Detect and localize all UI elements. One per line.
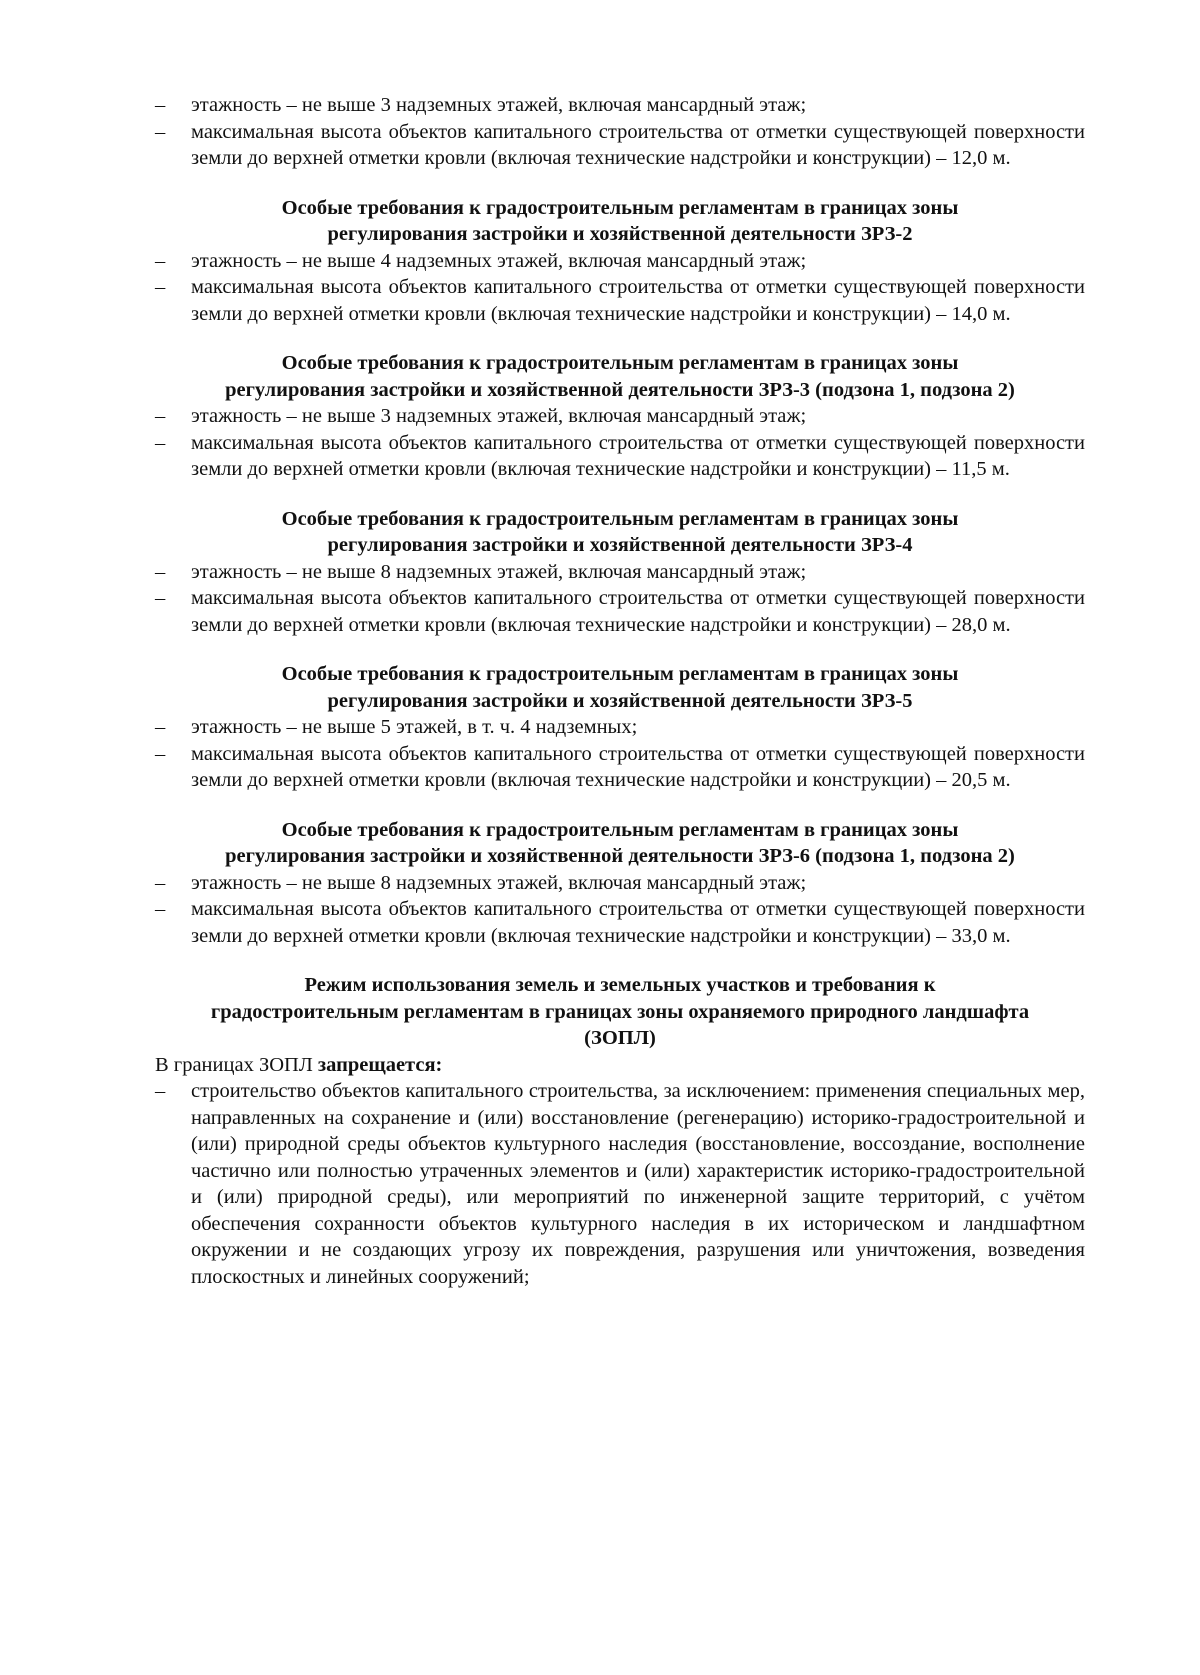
list-item: – этажность – не выше 4 надземных этажей, включая мансардный этаж; (155, 248, 1085, 275)
list-item: – строительство объектов капитального строительства, за исключением: применения специальных мер, направленных на сохранение и (или) восстановление (регенерацию) историко-градостроительной и (или) природной среды объектов культурного наследия (восстановление, воссоздание, восполнение частично или полностью утраченных элементов и (или) характеристик историко-градостроительной и (или) природной среды), или мероприятий по инженерной защите территорий, с учётом обеспечения сохранности объектов культурного наследия в их историческом и ландшафтном окружении и не создающих угрозу их повреждения, разрушения или уничтожения, возведения плоскостных и линейных сооружений; (155, 1080, 1085, 1288)
list-item: – этажность – не выше 3 надземных этажей, включая мансардный этаж; (155, 92, 1085, 119)
list-item: – максимальная высота объектов капитального строительства от отметки существующей поверхности земли до верхней отметки кровли (включая технические надстройки и конструкции) – 28,0 м. (155, 587, 1085, 636)
list-dash: – (155, 94, 166, 116)
list-item: – максимальная высота объектов капитального строительства от отметки существующей поверхности земли до верхней отметки кровли (включая технические надстройки и конструкции) – 20,5 м. (155, 742, 1085, 791)
list-dash: – (155, 249, 166, 272)
requirements-list (155, 248, 1085, 328)
requirements-list (155, 870, 1085, 950)
list-dash: – (155, 560, 166, 583)
section-zrz1-tail (155, 92, 1085, 172)
list-item: – этажность – не выше 3 надземных этажей, включая мансардный этаж; (155, 403, 1085, 430)
section-zrz2 (155, 195, 1085, 328)
list-item: – максимальная высота объектов капитального строительства от отметки существующей поверхности земли до верхней отметки кровли (включая технические надстройки и конструкции) – 14,0 м. (155, 276, 1085, 325)
requirements-list (155, 92, 1085, 172)
section-zopl (155, 972, 1085, 1290)
intro-emphasis: запрещается: (317, 1053, 443, 1076)
section-zrz5 (155, 661, 1085, 794)
list-item: – этажность – не выше 8 надземных этажей, включая мансардный этаж; (155, 870, 1085, 897)
section-heading: Особые требования к градостроительным регламентам в границах зоны регулирования застройки и хозяйственной деятельности ЗРЗ-6 (подзона 1, подзона 2) (225, 818, 1015, 867)
list-dash: – (155, 742, 166, 765)
list-dash: – (155, 120, 166, 143)
list-dash: – (155, 716, 166, 738)
list-dash: – (155, 431, 166, 454)
section-heading: Особые требования к градостроительным регламентам в границах зоны регулирования застройки и хозяйственной деятельности ЗРЗ-4 (281, 507, 959, 556)
list-item: – максимальная высота объектов капитального строительства от отметки существующей поверхности земли до верхней отметки кровли (включая технические надстройки и конструкции) – 11,5 м. (155, 431, 1085, 480)
requirements-list (155, 403, 1085, 483)
prohibitions-list (155, 1078, 1085, 1290)
list-item: – этажность – не выше 5 этажей, в т. ч. 4 надземных; (155, 714, 1085, 741)
list-dash: – (155, 871, 166, 894)
section-heading: Особые требования к градостроительным регламентам в границах зоны регулирования застройки и хозяйственной деятельности ЗРЗ-2 (281, 196, 959, 245)
list-dash: – (155, 276, 166, 298)
list-dash: – (155, 898, 166, 920)
requirements-list (155, 714, 1085, 794)
document-body (155, 92, 1085, 1290)
list-dash: – (155, 405, 166, 427)
list-dash: – (155, 587, 166, 609)
list-item: – этажность – не выше 8 надземных этажей, включая мансардный этаж; (155, 559, 1085, 586)
section-heading: Особые требования к градостроительным регламентам в границах зоны регулирования застройки и хозяйственной деятельности ЗРЗ-3 (подзона 1, подзона 2) (225, 352, 1015, 401)
section-zrz3 (155, 350, 1085, 483)
section-heading: Режим использования земель и земельных участков и требования к градостроительным регламентам в границах зоны охраняемого природного ландшафта (ЗОПЛ) (210, 974, 1030, 1049)
section-zrz4 (155, 506, 1085, 639)
list-item: – максимальная высота объектов капитального строительства от отметки существующей поверхности земли до верхней отметки кровли (включая технические надстройки и конструкции) – 12,0 м. (155, 120, 1085, 169)
section-zrz6 (155, 817, 1085, 950)
list-item: – максимальная высота объектов капитального строительства от отметки существующей поверхности земли до верхней отметки кровли (включая технические надстройки и конструкции) – 33,0 м. (155, 898, 1085, 947)
section-heading: Особые требования к градостроительным регламентам в границах зоны регулирования застройки и хозяйственной деятельности ЗРЗ-5 (281, 663, 959, 712)
zopl-intro: В границах ЗОПЛ запрещается: (155, 1053, 443, 1076)
list-dash: – (155, 1080, 166, 1102)
requirements-list (155, 559, 1085, 639)
